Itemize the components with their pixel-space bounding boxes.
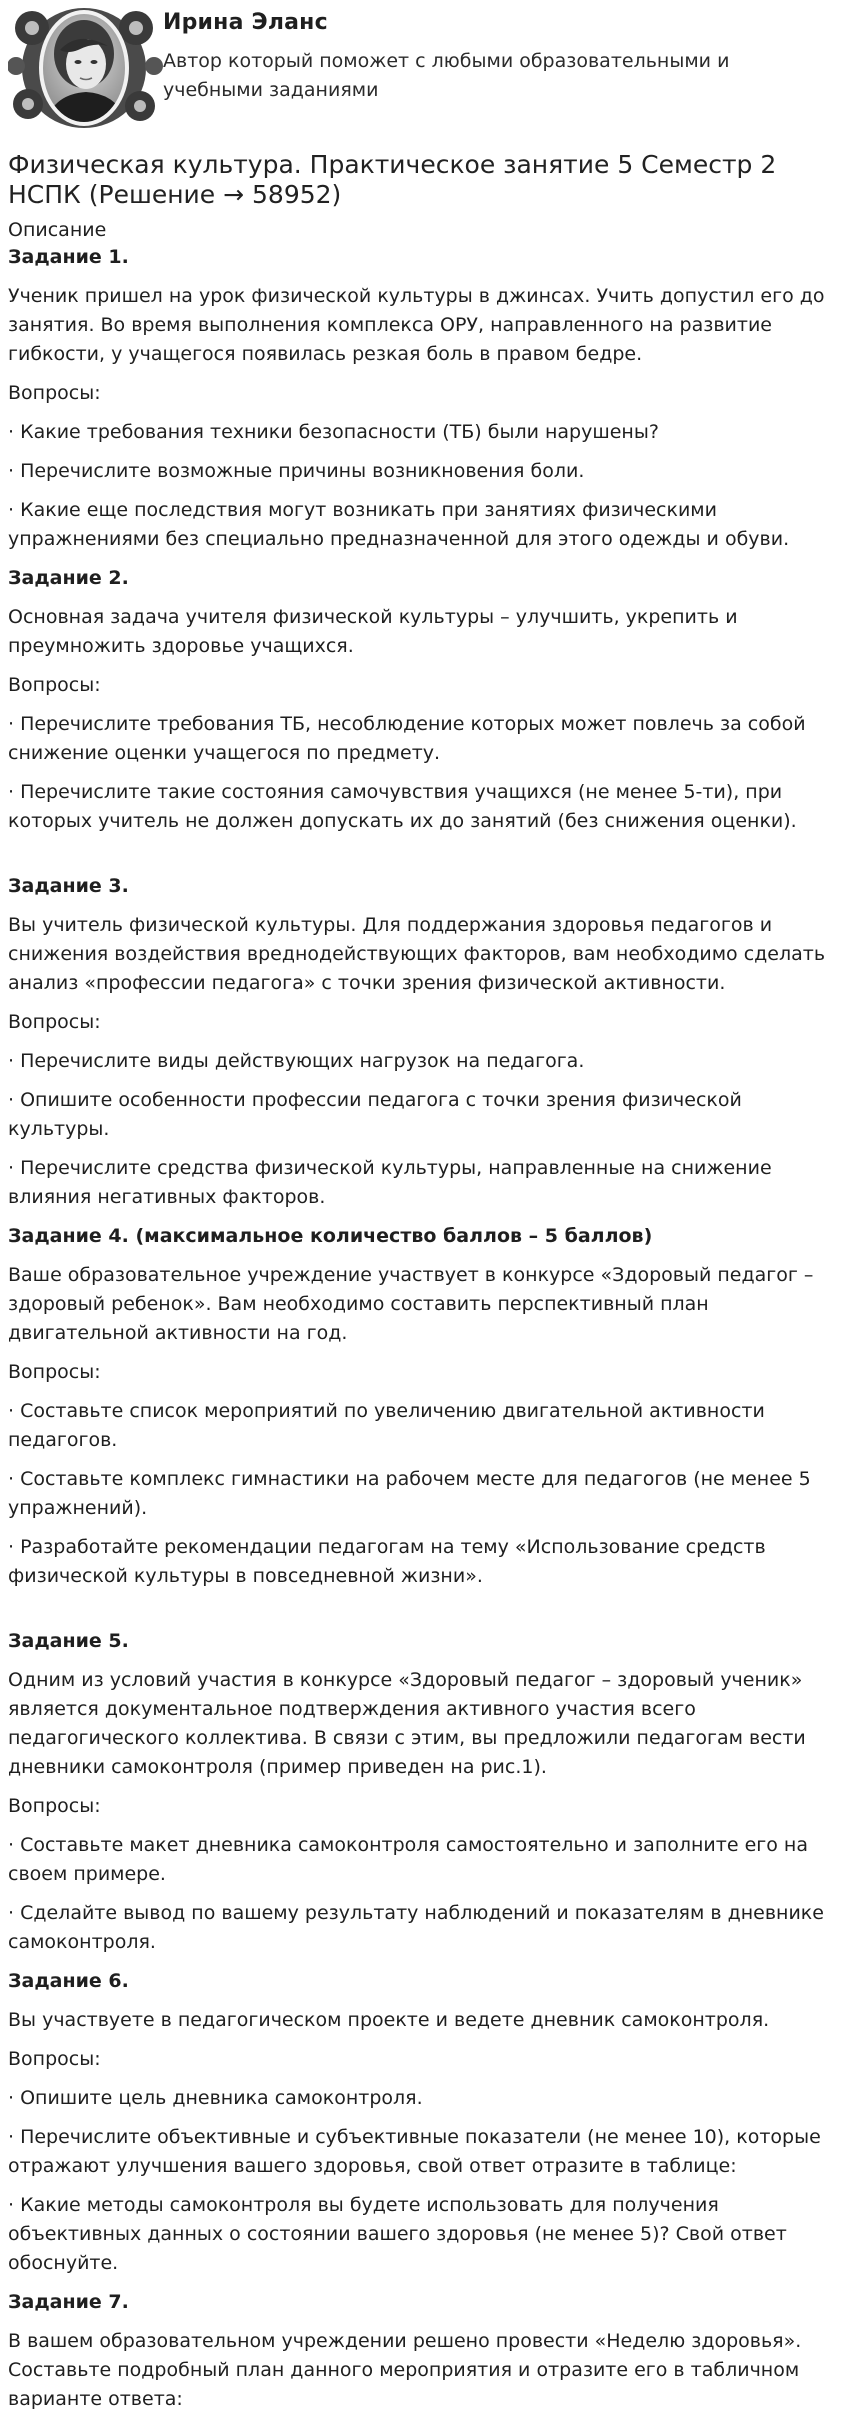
avatar[interactable] [8, 2, 163, 132]
task-text: Ваше образовательное учреждение участвует в конкурсе «Здоровый педагог – здоровый ребенок». Вам необходимо составить перспективный план двигательной активности на год. [8, 1264, 814, 1344]
question-item: · Какие методы самоконтроля вы будете использовать для получения объективных данных о состоянии вашего здоровья (не менее 5)? Свой ответ обоснуйте. [8, 2194, 787, 2274]
question-item: · Какие еще последствия могут возникать при занятиях физическими упражнениями без специально предназначенной для этого одежды и обуви. [8, 499, 790, 550]
question-item: · Перечислите возможные причины возникновения боли. [8, 460, 585, 482]
question-item: · Сделайте вывод по вашему результату наблюдений и показателям в дневнике самоконтроля. [8, 1902, 824, 1953]
question-item: · Составьте макет дневника самоконтроля самостоятельно и заполните его на своем примере. [8, 1834, 808, 1885]
task-1 [8, 243, 839, 554]
task-2 [8, 564, 839, 836]
question-item: · Перечислите виды действующих нагрузок на педагога. [8, 1050, 585, 1072]
author-info [163, 0, 783, 105]
author-description: Автор который поможет с любыми образовательными и учебными заданиями [163, 50, 730, 101]
question-item: · Составьте комплекс гимнастики на рабочем месте для педагогов (не менее 5 упражнений). [8, 1468, 811, 1519]
questions-label: Вопросы: [8, 382, 101, 404]
questions-label: Вопросы: [8, 674, 101, 696]
question-item: · Составьте список мероприятий по увеличению двигательной активности педагогов. [8, 1400, 765, 1451]
task-title: Задание 4. (максимальное количество баллов – 5 баллов) [8, 1225, 653, 1247]
question-item: · Перечислите требования ТБ, несоблюдение которых может повлечь за собой снижение оценки учащегося по предмету. [8, 713, 806, 764]
avatar-image [8, 2, 163, 132]
question-item: · Опишите цель дневника самоконтроля. [8, 2087, 423, 2109]
task-5 [8, 1627, 839, 1957]
question-item: · Разработайте рекомендации педагогам на тему «Использование средств физической культуры в повседневной жизни». [8, 1536, 766, 1587]
author-card [8, 0, 839, 140]
task-title: Задание 1. [8, 246, 129, 268]
question-item: · Перечислите объективные и субъективные показатели (не менее 10), которые отражают улучшения вашего здоровья, свой ответ отразите в таблице: [8, 2126, 821, 2177]
task-title: Задание 2. [8, 567, 129, 589]
question-item: · Какие требования техники безопасности (ТБ) были нарушены? [8, 421, 659, 443]
description-label: Описание [8, 219, 107, 241]
questions-label: Вопросы: [8, 1795, 101, 1817]
task-title: Задание 7. [8, 2291, 129, 2313]
question-item: · Опишите особенности профессии педагога с точки зрения физической культуры. [8, 1089, 742, 1140]
questions-label: Вопросы: [8, 2048, 101, 2070]
task-7 [8, 2288, 839, 2414]
author-name[interactable]: Ирина Эланс [163, 10, 328, 35]
questions-label: Вопросы: [8, 1011, 101, 1033]
questions-label: Вопросы: [8, 1361, 101, 1383]
question-item: · Перечислите средства физической культуры, направленные на снижение влияния негативных факторов. [8, 1157, 772, 1208]
question-item: · Перечислите такие состояния самочувствия учащихся (не менее 5-ти), при которых учитель не должен допускать их до занятий (без снижения оценки). [8, 781, 797, 832]
task-text: Одним из условий участия в конкурсе «Здоровый педагог – здоровый ученик» является документальное подтверждения активного участия всего педагогического коллектива. В связи с этим, вы предложили педагогам вести дневники самоконтроля (пример приведен на рис.1). [8, 1669, 806, 1778]
task-text: Вы учитель физической культуры. Для поддержания здоровья педагогов и снижения воздействия вреднодействующих факторов, вам необходимо сделать анализ «профессии педагога» с точки зрения физической активности. [8, 914, 826, 994]
task-6 [8, 1967, 839, 2278]
task-3 [8, 872, 839, 1212]
task-title: Задание 3. [8, 875, 129, 897]
task-4 [8, 1222, 839, 1591]
task-text: Ученик пришел на урок физической культуры в джинсах. Учить допустил его до занятия. Во время выполнения комплекса ОРУ, направленного на развитие гибкости, у учащегося появилась резкая боль в правом бедре. [8, 285, 825, 365]
task-title: Задание 5. [8, 1630, 129, 1652]
task-text: Вы участвуете в педагогическом проекте и ведете дневник самоконтроля. [8, 2009, 770, 2031]
task-text: В вашем образовательном учреждении решено провести «Неделю здоровья». Составьте подробный план данного мероприятия и отразите его в табличном варианте ответа: [8, 2330, 802, 2410]
task-text: Основная задача учителя физической культуры – улучшить, укрепить и преумножить здоровье учащихся. [8, 606, 738, 657]
task-title: Задание 6. [8, 1970, 129, 1992]
page-title: Физическая культура. Практическое занятие 5 Семестр 2 НСПК (Решение → 58952) [8, 150, 777, 209]
